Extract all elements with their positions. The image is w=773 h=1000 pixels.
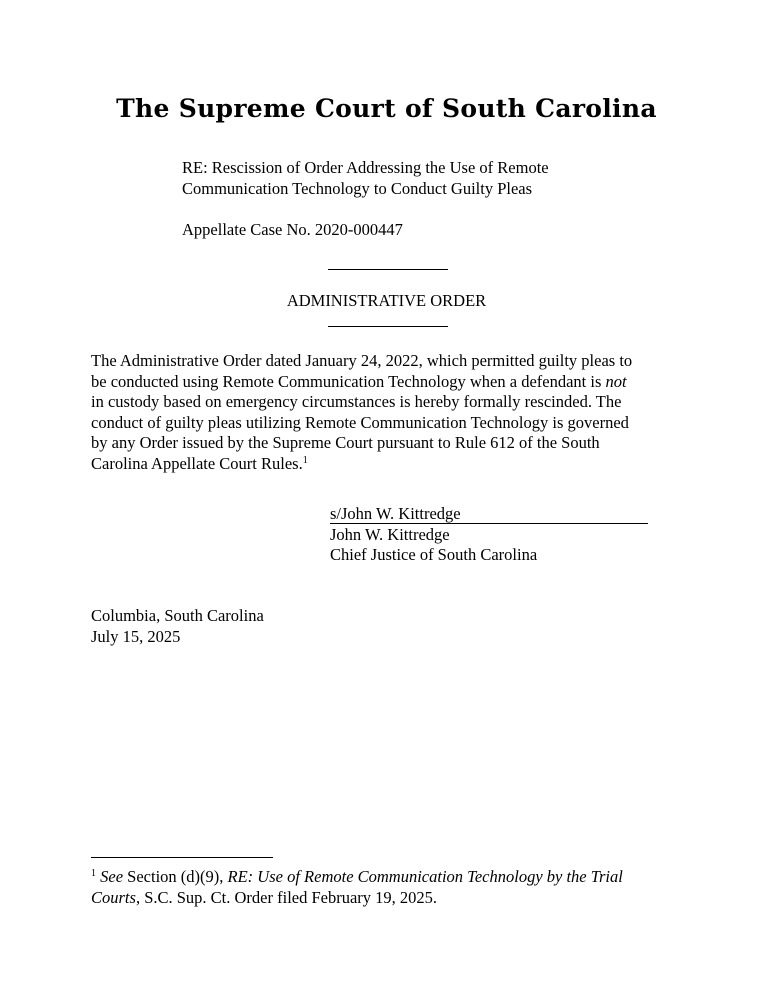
court-title: The Supreme Court of South Carolina [116,94,657,123]
body-line: conduct of guilty pleas utilizing Remote Communication Technology is governed [91,412,629,432]
body-line-2-text: be conducted using Remote Communication Technology when a defendant is [91,371,606,391]
body-line [91,454,681,475]
footnote [91,867,691,908]
footnote-text-b: , S.C. Sup. Ct. Order filed February 19, 2025. [135,887,438,907]
signature-block [330,504,648,566]
signature-signed-line [330,504,648,525]
re-subject-line-1: RE: Rescission of Order Addressing the Use of Remote [182,158,549,177]
body-line: by any Order issued by the Supreme Court pursuant to Rule 612 of the South [91,433,600,452]
footnote-mark: 1 [91,868,96,879]
re-subject [182,158,682,199]
re-subject-line-2: Communication Technology to Conduct Guilty Pleas [182,178,533,198]
emphasis-not: not [605,371,627,391]
order-heading: ADMINISTRATIVE ORDER [286,291,487,310]
footnote-line-1 [91,867,691,888]
footnote-citation-title: RE: Use of Remote Communication Technology by the Trial [227,867,623,886]
place-and-date [91,606,264,647]
signature-signed: s/John W. Kittredge [330,505,648,524]
body-line [91,372,681,393]
footnote-see: See [100,867,124,886]
footnote-text-a: Section (d)(9), [123,867,228,886]
footnote-reference[interactable]: 1 [302,454,308,466]
order-body [91,351,681,474]
heading-rule-top [328,269,448,270]
place: Columbia, South Carolina [91,606,264,625]
body-line: The Administrative Order dated January 24, 2022, which permitted guilty pleas to [91,351,633,370]
body-line: in custody based on emergency circumstances is hereby formally rescinded. The [91,392,622,411]
footnote-separator [91,857,273,858]
signatory-title: Chief Justice of South Carolina [330,545,538,564]
signatory-name: John W. Kittredge [330,524,450,544]
footnote-citation-title-end: Courts [91,887,136,907]
heading-rule-bottom [328,326,448,327]
footnote-line-2 [91,888,691,909]
date: July 15, 2025 [91,626,181,646]
case-number: Appellate Case No. 2020-000447 [182,220,403,239]
body-line-6-text: Carolina Appellate Court Rules. [91,453,303,473]
